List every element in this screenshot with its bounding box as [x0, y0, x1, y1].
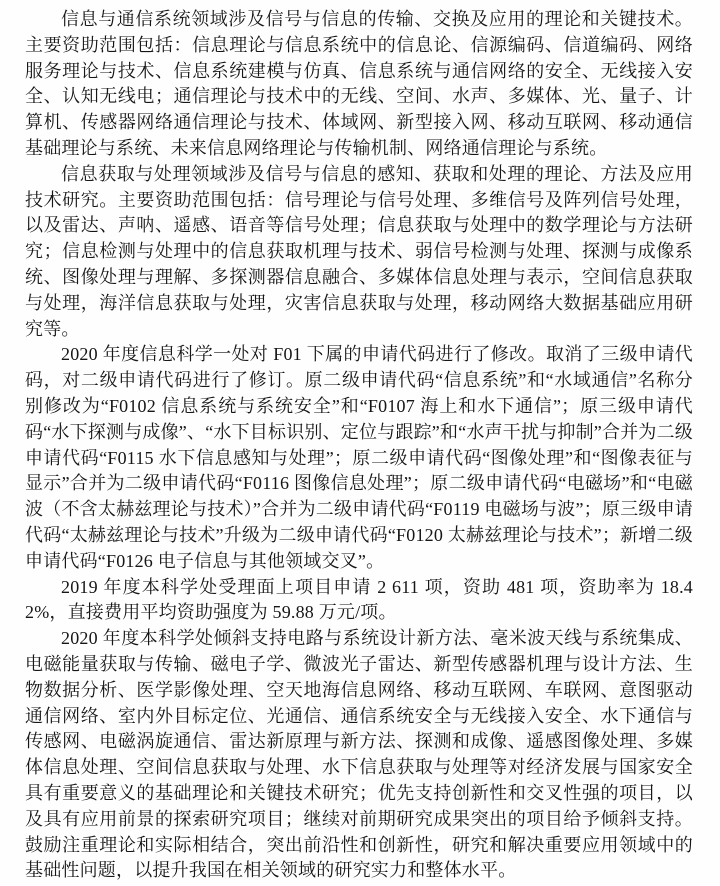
paragraph-field-scope-communication: 信息与通信系统领域涉及信号与信息的传输、交换及应用的理论和关键技术。主要资助范围包括：信息理论与信息系统中的信息论、信源编码、信道编码、网络服务理论与技术、信息系统建模与仿真、信息系统与通信网络的安全、无线接入安全、认知无线电；通信理论与技术中的无线、空间、水声、多媒体、光、量子、计算机、传感器网络通信理论与技术、体域网、新型接入网、移动互联网、移动通信基础理论与系统、未来信息网络理论与传输机制、网络通信理论与系统。: [25, 9, 693, 158]
paragraph-field-scope-information-processing: 信息获取与处理领域涉及信号与信息的感知、获取和处理的理论、方法及应用技术研究。主要资助范围包括：信号理论与信号处理、多维信号及阵列信号处理，以及雷达、声呐、遥感、语音等信号处理；信息获取与处理中的数学理论与方法研究；信息检测与处理中的信息获取机理与技术、弱信号检测与处理、探测与成像系统、图像处理与理解、多探测器信息融合、多媒体信息处理与表示，空间信息获取与处理，海洋信息获取与处理，灾害信息获取与处理，移动网络大数据基础应用研究等。: [25, 163, 693, 339]
paragraph-priority-support-2020: 2020 年度本科学处倾斜支持电路与系统设计新方法、毫米波天线与系统集成、电磁能量获取与传输、磁电子学、微波光子雷达、新型传感器机理与设计方法、生物数据分析、医学影像处理、空天地海信息网络、移动互联网、车联网、意图驱动通信网络、室内外目标定位、光通信、通信系统安全与无线接入安全、水下通信与传感网、电磁涡旋通信、雷达新原理与新方法、探测和成像、遥感图像处理、多媒体信息处理、空间信息获取与处理、水下信息获取与处理等对经济发展与国家安全具有重要意义的基础理论和关键技术研究；优先支持创新性和交叉性强的项目，以及具有应用前景的探索研究项目；继续对前期研究成果突出的项目给予倾斜支持。鼓励注重理论和实际相结合，突出前沿性和创新性，研究和解决重要应用领域中的基础性问题，以提升我国在相关领域的研究实力和整体水平。: [25, 628, 693, 881]
paragraph-funding-statistics-2019: 2019 年度本科学处受理面上项目申请 2 611 项，资助 481 项，资助率为 18.42%，直接费用平均资助强度为 59.88 万元/项。: [25, 576, 693, 623]
paragraph-application-code-changes-2020: 2020 年度信息科学一处对 F01 下属的申请代码进行了修改。取消了三级申请代码，对二级申请代码进行了修订。原二级申请代码“信息系统”和“水域通信”名称分别修改为“F0102 信息系统与系统安全”和“F0107 海上和水下通信”；原三级申请代码“水下探测与成像”、“水下目标识别、定位与跟踪”和“水声干扰与抑制”合并为二级申请代码“F0115 水下信息感知与处理”；原二级申请代码“图像处理”和“图像表征与显示”合并为二级申请代码“F0116 图像信息处理”；原二级申请代码“电磁场”和“电磁波（不含太赫兹理论与技术）”合并为二级申请代码“F0119 电磁场与波”；原三级申请代码“太赫兹理论与技术”升级为二级申请代码“F0120 太赫兹理论与技术”；新增二级申请代码“F0126 电子信息与其他领域交叉”。: [25, 344, 693, 571]
